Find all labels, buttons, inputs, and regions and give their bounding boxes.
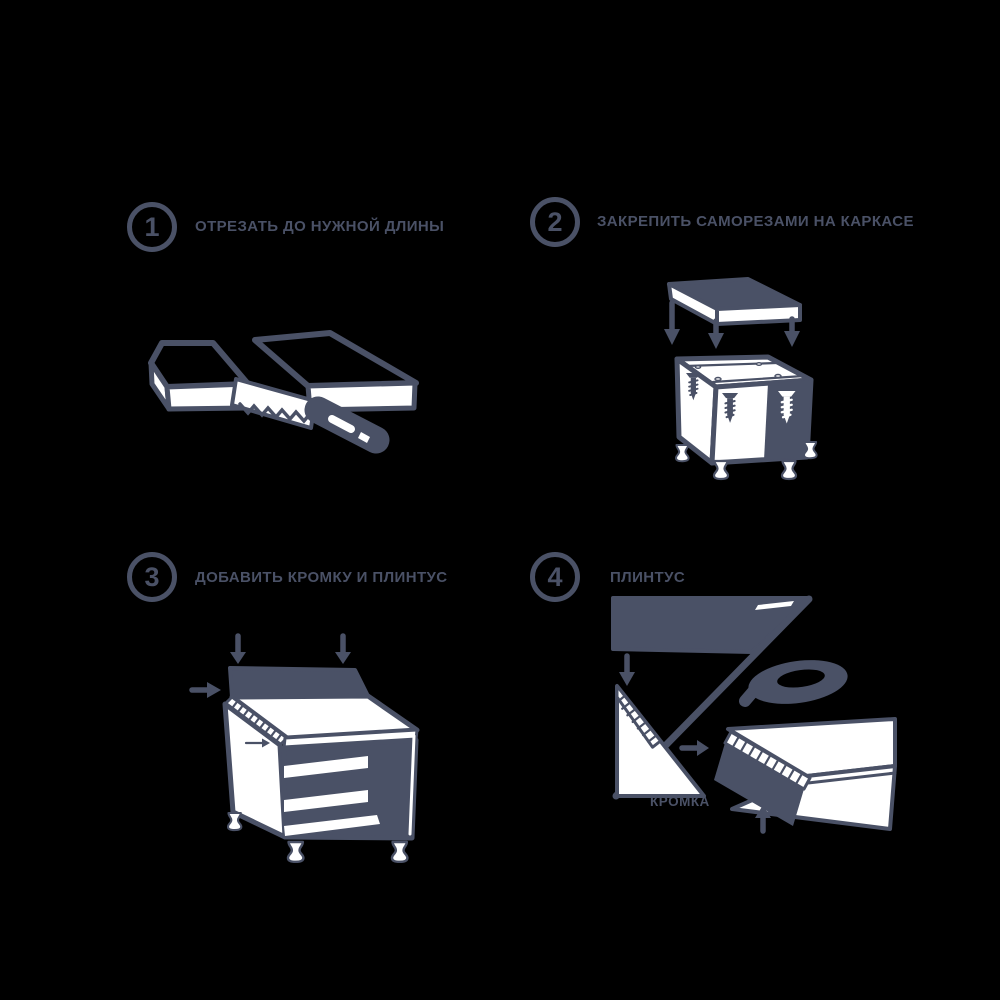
step-2-illustration bbox=[630, 265, 890, 495]
cabinet-foot bbox=[804, 442, 817, 458]
step-4-badge bbox=[530, 552, 580, 602]
cabinet-foot bbox=[782, 461, 796, 479]
step-1-title: ОТРЕЗАТЬ ДО НУЖНОЙ ДЛИНЫ bbox=[195, 218, 445, 235]
cabinet-foot bbox=[676, 445, 689, 461]
countertop-corner-triangle bbox=[617, 686, 704, 796]
step-1-number: 1 bbox=[144, 211, 160, 242]
cabinet-foot bbox=[714, 461, 728, 479]
arrow-down-icon bbox=[335, 636, 351, 664]
step-3-badge bbox=[127, 552, 177, 602]
cabinet-foot bbox=[228, 813, 241, 830]
plinth-strip bbox=[230, 668, 368, 697]
cabinet-foot bbox=[288, 842, 303, 862]
step-4-title: ПЛИНТУС bbox=[610, 569, 686, 586]
step-1-badge bbox=[127, 202, 177, 252]
step-3-illustration bbox=[172, 616, 452, 881]
arrow-down-icon bbox=[230, 636, 246, 664]
step-1-illustration bbox=[118, 322, 458, 472]
step-2-title: ЗАКРЕПИТЬ САМОРЕЗАМИ НА КАРКАСЕ bbox=[597, 213, 914, 230]
step-2-badge bbox=[530, 197, 580, 247]
arrow-down-icon bbox=[619, 656, 635, 686]
arrow-left-side-icon bbox=[192, 682, 221, 698]
arrow-down-icon bbox=[664, 303, 680, 345]
step-4-number: 4 bbox=[547, 561, 563, 592]
step-3-title: ДОБАВИТЬ КРОМКУ И ПЛИНТУС bbox=[195, 569, 448, 586]
countertop-slab bbox=[669, 279, 800, 324]
step-2-number: 2 bbox=[547, 206, 563, 237]
arrow-down-icon bbox=[784, 319, 800, 347]
cabinet-foot bbox=[392, 842, 407, 862]
edge-caption: КРОМКА bbox=[650, 794, 710, 809]
edge-tape-roll-icon bbox=[745, 654, 850, 710]
open-shelves bbox=[284, 736, 416, 838]
countertop-with-edge-band bbox=[714, 719, 895, 829]
cabinet-frame bbox=[676, 357, 817, 479]
step-4-illustration bbox=[600, 590, 900, 840]
arrow-right-icon bbox=[682, 740, 709, 756]
step-3-number: 3 bbox=[144, 561, 160, 592]
